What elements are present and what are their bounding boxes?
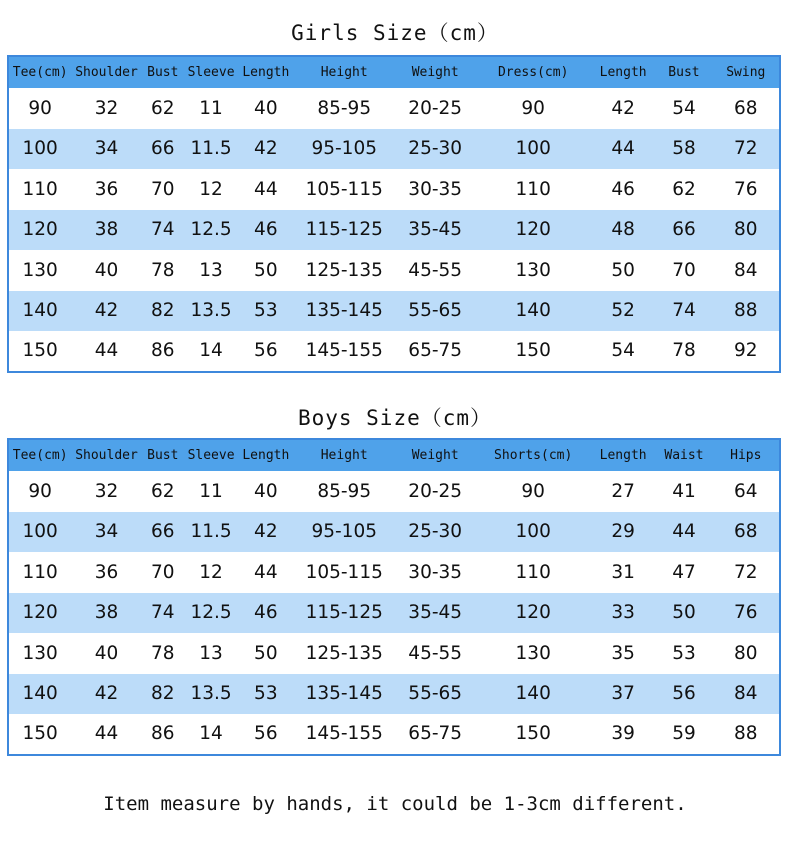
table-cell: 37 [611,683,635,705]
table-cell: 53 [254,683,278,705]
table-cell: 120 [515,602,551,624]
column-header: Weight [411,448,459,463]
table-cell: 95-105 [311,138,377,160]
table-cell: 44 [94,340,119,362]
table-cell: 90 [521,97,545,119]
table-cell: 110 [515,178,551,200]
table-cell: 50 [672,602,696,624]
table-row [8,593,780,634]
table-cell: 42 [254,521,278,543]
table-cell: 130 [515,642,551,664]
table-cell: 78 [151,259,175,281]
table-cell: 30-35 [408,178,463,200]
table-cell: 50 [611,259,635,281]
table-cell: 78 [672,340,696,362]
table-cell: 130 [22,259,58,281]
table-cell: 54 [672,97,696,119]
table-cell: 100 [22,521,58,543]
table-cell: 88 [734,723,758,745]
table-cell: 125-135 [305,642,383,664]
table-cell: 12 [199,178,223,200]
table-cell: 130 [22,642,58,664]
table-cell: 11.5 [190,521,232,543]
column-header: Sleeve [187,448,235,463]
table-cell: 84 [734,683,758,705]
table-cell: 34 [94,521,119,543]
table-cell: 36 [94,561,119,583]
table-cell: 74 [151,602,175,624]
column-header: Swing [726,65,766,80]
column-header: Shoulder [75,65,138,80]
table-row [8,291,780,332]
table-cell: 135-145 [305,300,383,322]
column-header: Hips [730,448,762,463]
table-cell: 110 [22,561,58,583]
table-cell: 50 [254,642,278,664]
table-cell: 25-30 [408,138,463,160]
table-cell: 59 [672,723,696,745]
table-cell: 44 [254,178,278,200]
table-row [8,471,780,512]
table-cell: 13.5 [190,683,232,705]
table-cell: 135-145 [305,683,383,705]
table-cell: 84 [734,259,758,281]
table-cell: 74 [151,219,175,241]
table-cell: 56 [672,683,696,705]
table-cell: 150 [22,340,58,362]
table-cell: 40 [254,480,278,502]
table-cell: 42 [94,683,119,705]
table-cell: 82 [151,300,175,322]
table-cell: 150 [515,340,551,362]
table-row [8,210,780,251]
table-row [8,331,780,372]
table-cell: 11 [199,97,223,119]
table-cell: 13.5 [190,300,232,322]
table-cell: 105-115 [305,178,383,200]
table-cell: 39 [611,723,635,745]
table-cell: 68 [734,97,758,119]
table-cell: 115-125 [305,219,383,241]
table-cell: 120 [22,219,58,241]
table-cell: 70 [672,259,696,281]
column-header: Length [242,448,290,463]
column-header: Height [320,65,368,80]
table-cell: 41 [672,480,696,502]
table-cell: 76 [734,178,758,200]
table-cell: 27 [611,480,635,502]
table-cell: 30-35 [408,561,463,583]
table-cell: 86 [151,340,175,362]
table-cell: 92 [734,340,758,362]
table-cell: 12 [199,561,223,583]
table-cell: 54 [611,340,635,362]
table-cell: 38 [94,219,119,241]
table-cell: 90 [28,97,52,119]
table-cell: 35 [611,642,635,664]
table-cell: 120 [515,219,551,241]
table-cell: 11 [199,480,223,502]
table-cell: 55-65 [408,300,463,322]
table-cell: 68 [734,521,758,543]
measurement-note: Item measure by hands, it could be 1-3cm different. [103,793,687,815]
table-cell: 14 [199,723,223,745]
table-cell: 86 [151,723,175,745]
table-cell: 72 [734,561,758,583]
table-cell: 100 [515,521,551,543]
table-cell: 110 [515,561,551,583]
table-cell: 62 [151,97,175,119]
table-cell: 58 [672,138,696,160]
column-header: Bust [147,65,179,80]
table-cell: 140 [515,300,551,322]
table-cell: 85-95 [317,97,372,119]
table-cell: 46 [254,602,278,624]
table-cell: 20-25 [408,480,463,502]
table-cell: 34 [94,138,119,160]
table-row [8,512,780,553]
table-cell: 66 [151,521,175,543]
girls-size-table [7,55,781,373]
table-row [8,633,780,674]
table-cell: 40 [94,259,119,281]
table-cell: 36 [94,178,119,200]
table-cell: 12.5 [190,602,232,624]
column-header: Bust [668,65,700,80]
girls-size-title: Girls Size（cm） [291,21,499,45]
column-header: Shorts(cm) [494,448,573,463]
table-cell: 120 [22,602,58,624]
column-header: Weight [411,65,459,80]
table-cell: 145-155 [305,723,383,745]
table-cell: 140 [22,300,58,322]
column-header: Length [599,448,647,463]
table-cell: 14 [199,340,223,362]
table-cell: 46 [611,178,635,200]
column-header: Tee(cm) [12,65,68,80]
table-cell: 13 [199,259,223,281]
table-cell: 90 [28,480,52,502]
table-cell: 95-105 [311,521,377,543]
table-cell: 64 [734,480,758,502]
table-cell: 105-115 [305,561,383,583]
table-cell: 72 [734,138,758,160]
table-cell: 44 [611,138,635,160]
table-cell: 38 [94,602,119,624]
table-cell: 62 [151,480,175,502]
table-cell: 66 [151,138,175,160]
table-cell: 44 [94,723,119,745]
table-cell: 90 [521,480,545,502]
table-cell: 46 [254,219,278,241]
table-cell: 45-55 [408,259,463,281]
table-row [8,88,780,129]
column-header: Height [320,448,368,463]
table-cell: 66 [672,219,696,241]
table-cell: 65-75 [408,723,463,745]
column-header: Tee(cm) [12,448,68,463]
column-header: Length [599,65,647,80]
table-cell: 125-135 [305,259,383,281]
table-cell: 70 [151,178,175,200]
table-cell: 40 [94,642,119,664]
table-cell: 130 [515,259,551,281]
column-header: Shoulder [75,448,138,463]
table-cell: 44 [254,561,278,583]
table-cell: 53 [254,300,278,322]
table-cell: 48 [611,219,635,241]
table-cell: 62 [672,178,696,200]
table-cell: 42 [94,300,119,322]
column-header: Sleeve [187,65,235,80]
table-row [8,169,780,210]
table-cell: 115-125 [305,602,383,624]
table-cell: 29 [611,521,635,543]
table-cell: 12.5 [190,219,232,241]
table-row [8,552,780,593]
table-cell: 45-55 [408,642,463,664]
table-cell: 31 [611,561,635,583]
table-cell: 35-45 [408,602,463,624]
table-row [8,250,780,291]
table-cell: 32 [94,97,119,119]
table-cell: 11.5 [190,138,232,160]
table-cell: 53 [672,642,696,664]
table-row [8,674,780,715]
table-header-row [8,56,780,88]
table-cell: 100 [515,138,551,160]
table-cell: 44 [672,521,696,543]
table-cell: 65-75 [408,340,463,362]
table-cell: 33 [611,602,635,624]
table-cell: 20-25 [408,97,463,119]
table-cell: 76 [734,602,758,624]
table-cell: 50 [254,259,278,281]
table-cell: 140 [515,683,551,705]
table-cell: 32 [94,480,119,502]
table-cell: 85-95 [317,480,372,502]
table-row [8,129,780,170]
table-cell: 35-45 [408,219,463,241]
column-header: Waist [664,448,704,463]
table-cell: 88 [734,300,758,322]
boys-size-title: Boys Size（cm） [297,406,493,430]
table-cell: 42 [611,97,635,119]
table-cell: 74 [672,300,696,322]
table-cell: 13 [199,642,223,664]
table-cell: 47 [672,561,696,583]
table-cell: 140 [22,683,58,705]
table-cell: 52 [611,300,635,322]
table-row [8,714,780,755]
table-cell: 145-155 [305,340,383,362]
table-cell: 82 [151,683,175,705]
table-cell: 150 [22,723,58,745]
table-cell: 42 [254,138,278,160]
column-header: Bust [147,448,179,463]
table-cell: 56 [254,723,278,745]
table-header-row [8,439,780,471]
column-header: Dress(cm) [497,65,569,80]
table-cell: 150 [515,723,551,745]
table-cell: 25-30 [408,521,463,543]
table-cell: 56 [254,340,278,362]
table-cell: 100 [22,138,58,160]
column-header: Length [242,65,290,80]
boys-size-table [7,438,781,756]
table-cell: 40 [254,97,278,119]
table-cell: 80 [734,219,758,241]
table-cell: 110 [22,178,58,200]
table-cell: 70 [151,561,175,583]
table-cell: 55-65 [408,683,463,705]
table-cell: 80 [734,642,758,664]
table-cell: 78 [151,642,175,664]
